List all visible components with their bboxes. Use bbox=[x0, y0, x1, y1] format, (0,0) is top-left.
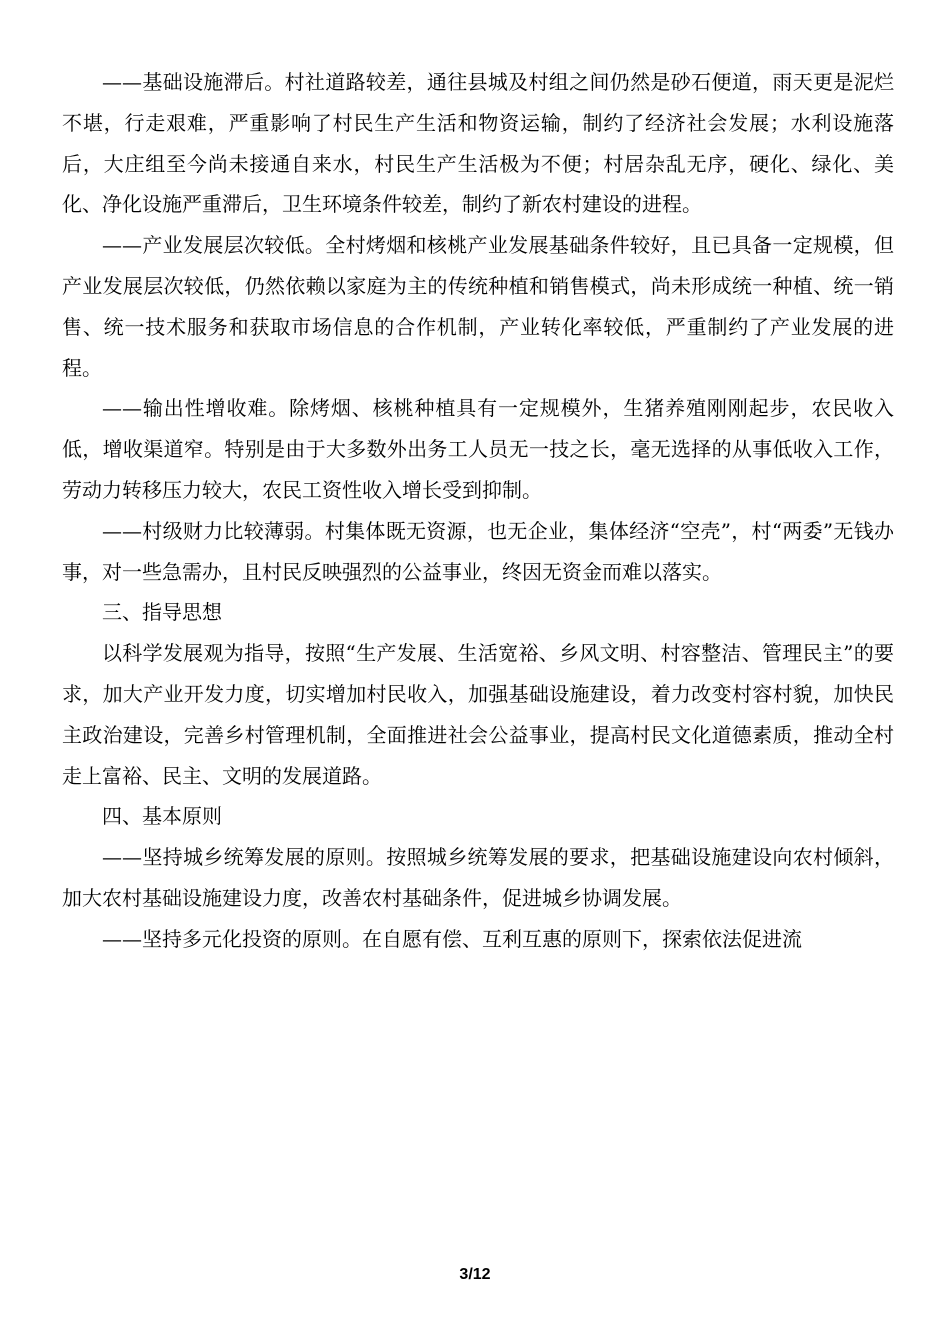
document-body bbox=[62, 62, 894, 960]
paragraph-industry: ——产业发展层次较低。全村烤烟和核桃产业发展基础条件较好，且已具备一定规模，但产业发展层次较低，仍然依赖以家庭为主的传统种植和销售模式，尚未形成统一种植、统一销售、统一技术服务和获取市场信息的合作机制，产业转化率较低，严重制约了产业发展的进程。 bbox=[62, 233, 894, 380]
page-number: 3/12 bbox=[459, 1266, 491, 1283]
section-heading-guiding-ideology: 三、指导思想 bbox=[102, 600, 222, 625]
paragraph-principle-urban-rural: ——坚持城乡统筹发展的原则。按照城乡统筹发展的要求，把基础设施建设向农村倾斜，加大农村基础设施建设力度，改善农村基础条件，促进城乡协调发展。 bbox=[62, 845, 894, 910]
paragraph-infrastructure: ——基础设施滞后。村社道路较差，通往县城及村组之间仍然是砂石便道，雨天更是泥烂不堪，行走艰难，严重影响了村民生产生活和物资运输，制约了经济社会发展；水利设施落后，大庄组至今尚未接通自来水，村民生产生活极为不便；村居杂乱无序，硬化、绿化、美化、净化设施严重滞后，卫生环境条件较差，制约了新农村建设的进程。 bbox=[62, 70, 894, 217]
section-heading-basic-principles: 四、基本原则 bbox=[102, 804, 222, 829]
paragraph-guiding-ideology: 以科学发展观为指导，按照“生产发展、生活宽裕、乡风文明、村容整洁、管理民主”的要求，加大产业开发力度，切实增加村民收入，加强基础设施建设，着力改变村容村貌，加快民主政治建设，完善乡村管理机制，全面推进社会公益事业，提高村民文化道德素质，推动全村走上富裕、民主、文明的发展道路。 bbox=[62, 641, 894, 788]
paragraph-income: ——输出性增收难。除烤烟、核桃种植具有一定规模外，生猪养殖刚刚起步，农民收入低，增收渠道窄。特别是由于大多数外出务工人员无一技之长，毫无选择的从事低收入工作，劳动力转移压力较大，农民工资性收入增长受到抑制。 bbox=[62, 396, 894, 502]
paragraph-principle-investment: ——坚持多元化投资的原则。在自愿有偿、互利互惠的原则下，探索依法促进流 bbox=[102, 926, 802, 951]
paragraph-finance: ——村级财力比较薄弱。村集体既无资源，也无企业，集体经济“空壳”，村“两委”无钱办事，对一些急需办，且村民反映强烈的公益事业，终因无资金而难以落实。 bbox=[62, 518, 894, 584]
